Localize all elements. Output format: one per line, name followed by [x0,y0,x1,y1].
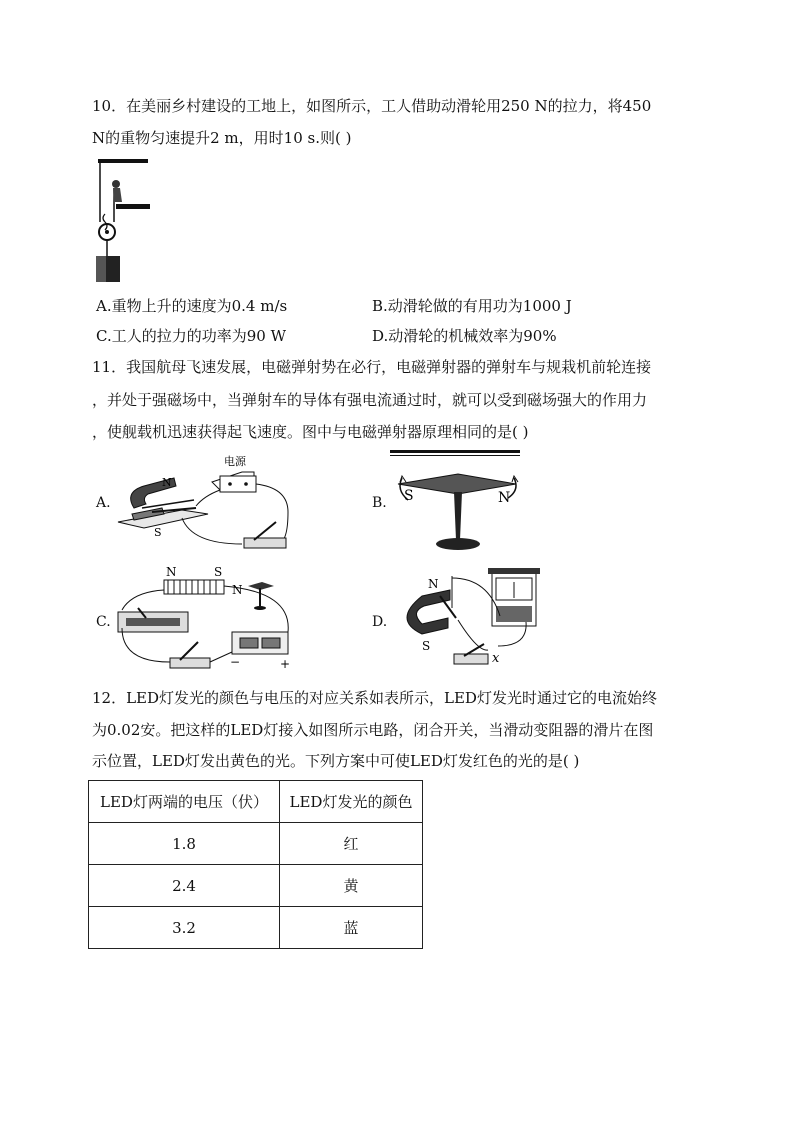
q10-option-a[interactable]: A.重物上升的速度为0.4 m/s [96,297,288,315]
figure-b-n-label: N [498,490,511,506]
figure-d-s-label: S [422,639,431,653]
q10-option-c[interactable]: C.工人的拉力的功率为90 W [96,327,286,345]
figure-b-compass [388,448,528,556]
table-row [89,823,423,865]
figure-c-n2-label: N [232,583,243,597]
figure-d-x-label: x [492,651,500,666]
figure-c-n-label: N [166,565,177,579]
figure-a-power-label: 电源 [224,456,246,468]
table-cell-color: 蓝 [280,907,423,949]
figure-b-s-label: S [404,488,414,504]
table-header-color: LED灯发光的颜色 [280,781,423,823]
figure-c-minus-label: − [230,655,241,669]
figure-c-plus-label: + [280,657,291,670]
q10-text-line2: N的重物匀速提升2 m，用时10 s.则( ) [92,129,352,147]
figure-a-circuit [112,452,298,552]
table-header-voltage: LED灯两端的电压（伏） [89,781,280,823]
figure-c-label[interactable]: C. [96,614,111,630]
table-cell-voltage: 2.4 [89,865,280,907]
table-cell-color: 黄 [280,865,423,907]
figure-d-galvanometer [388,566,548,682]
table-row [89,865,423,907]
figure-a-s-label: S [154,526,162,539]
q11-text-line3: ，使舰载机迅速获得起飞速度。图中与电磁弹射器原理相同的是( ) [92,423,529,441]
figure-d-n-label: N [428,577,439,591]
q12-text-line1: 12．LED灯发光的颜色与电压的对应关系如表所示，LED灯发光时通过它的电流始终 [92,689,657,707]
table-cell-color: 红 [280,823,423,865]
table-row [89,907,423,949]
q12-text-line2: 为0.02安。把这样的LED灯接入如图所示电路，闭合开关，当滑动变阻器的滑片在图 [92,721,654,739]
table-cell-voltage: 1.8 [89,823,280,865]
figure-a-n-label: N [162,476,172,489]
figure-c-s-label: S [214,565,223,579]
q12-text-line3: 示位置，LED灯发出黄色的光。下列方案中可使LED灯发红色的光的是( ) [92,752,580,770]
q10-option-b[interactable]: B.动滑轮做的有用功为1000 J [372,297,572,315]
q11-text-line1: 11．我国航母飞速发展，电磁弹射势在必行，电磁弹射器的弹射车与规栽机前轮连接 [92,358,652,376]
led-voltage-color-table [88,780,423,949]
figure-a-label[interactable]: A. [96,495,111,511]
pulley-figure [94,158,156,286]
q11-text-line2: ，并处于强磁场中，当弹射车的导体有强电流通过时，就可以受到磁场强大的作用力 [92,391,648,409]
table-header-row [89,781,423,823]
figure-b-label[interactable]: B. [372,495,387,511]
figure-d-label[interactable]: D. [372,614,388,630]
figure-c-solenoid [112,562,296,670]
q10-text-line1: 10．在美丽乡村建设的工地上，如图所示，工人借助动滑轮用250 N的拉力，将450 [92,97,652,115]
table-cell-voltage: 3.2 [89,907,280,949]
q10-option-d[interactable]: D.动滑轮的机械效率为90% [372,327,557,345]
